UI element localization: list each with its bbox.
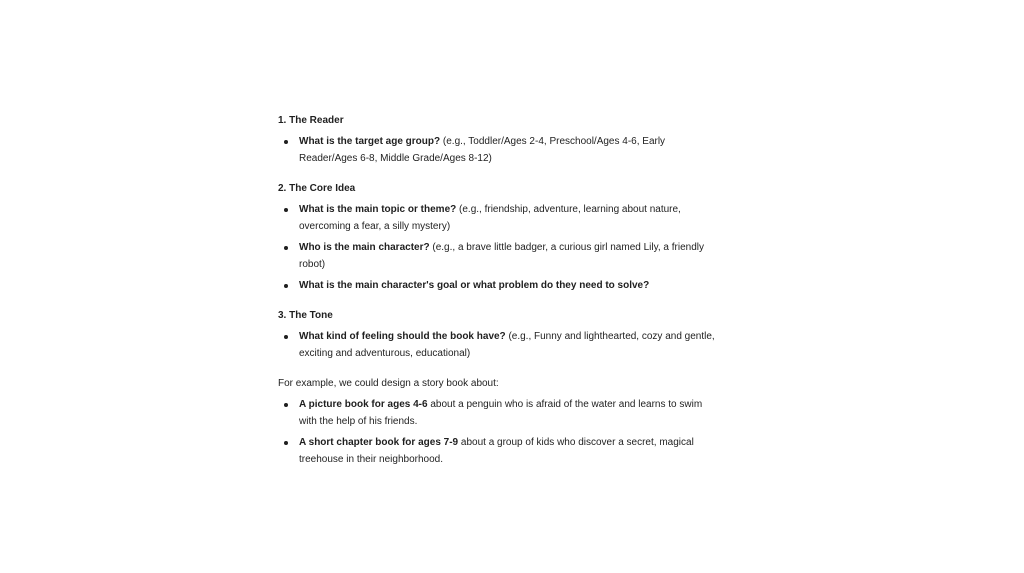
list-item [278,434,718,468]
question-list [278,328,718,362]
list-item [278,239,718,273]
bullet-icon [284,441,288,445]
list-item [278,201,718,235]
bullet-icon [284,208,288,212]
section-tone [278,307,718,362]
question-text: (e.g., Toddler/Ages 2-4, Preschool/Ages 4-6, Early Reader/Ages 6-8, Middle Grade/Ages 8-12) [299,136,666,164]
example-list [278,396,718,468]
response-content [278,112,718,472]
question-text: (e.g., friendship, adventure, learning about nature, overcoming a fear, a silly mystery) [299,204,681,232]
section-heading: 3. The Tone [278,310,333,321]
section-core-idea [278,180,718,294]
question-text: (e.g., a brave little badger, a curious girl named Lily, a friendly robot) [299,242,704,270]
bullet-icon [284,403,288,407]
example-bold: A short chapter book for ages 7-9 [299,437,459,448]
list-item [278,396,718,430]
bullet-icon [284,284,288,288]
question-list [278,201,718,294]
question-bold: What kind of feeling should the book have? [299,331,506,342]
bullet-icon [284,335,288,339]
list-item [278,277,718,294]
section-heading: 1. The Reader [278,115,344,126]
list-item [278,328,718,362]
list-item [278,133,718,167]
example-text: about a group of kids who discover a secret, magical treehouse in their neighborhood. [299,437,694,465]
example-intro: For example, we could design a story book about: [278,378,499,389]
bullet-icon [284,246,288,250]
question-text: (e.g., Funny and lighthearted, cozy and gentle, exciting and adventurous, educational) [299,331,715,359]
question-bold: Who is the main character? [299,242,430,253]
question-bold: What is the main character's goal or what problem do they need to solve? [299,280,650,291]
bullet-icon [284,140,288,144]
example-text: about a penguin who is afraid of the water and learns to swim with the help of his friends. [299,399,703,427]
question-bold: What is the target age group? [299,136,441,147]
question-bold: What is the main topic or theme? [299,204,457,215]
question-list [278,133,718,167]
section-heading: 2. The Core Idea [278,183,356,194]
example-bold: A picture book for ages 4-6 [299,399,428,410]
section-reader [278,112,718,167]
